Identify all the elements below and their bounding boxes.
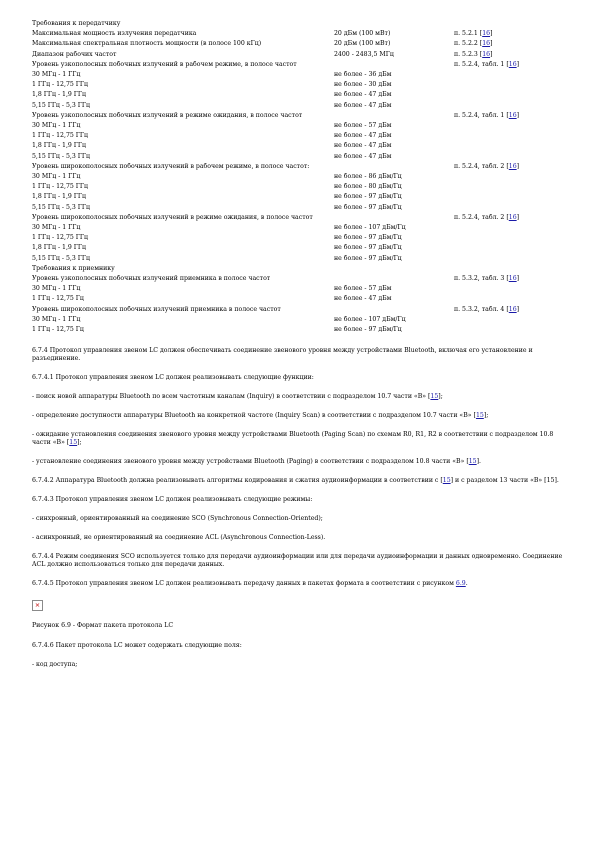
param-cell: 1,8 ГГц - 1,9 ГГц	[32, 142, 86, 150]
reference-cell	[454, 306, 572, 316]
reference-text: п. 5.3.2, табл. 4 [	[454, 305, 509, 313]
reference-link[interactable]: 16	[508, 162, 517, 170]
reference-link[interactable]: 16	[482, 40, 491, 48]
value-cell: 20 дБм (100 мВт)	[334, 40, 391, 48]
value-cell	[334, 20, 454, 30]
param-cell: Максимальная мощность излучения передатчика	[32, 30, 197, 38]
table-row	[32, 163, 572, 173]
value-cell: не более - 47 дБм	[334, 152, 392, 160]
reference-bracket: ]	[516, 275, 520, 283]
table-row	[32, 204, 572, 214]
reference-link[interactable]: 15	[475, 411, 484, 419]
reference-cell	[454, 224, 572, 234]
table-row	[32, 316, 572, 326]
param-cell: 1 ГГц - 12,75 ГГц	[32, 234, 88, 242]
reference-link[interactable]: 16	[508, 60, 517, 68]
param-cell: 1,8 ГГц - 1,9 ГГц	[32, 91, 86, 99]
value-cell: не более - 30 дБм	[334, 81, 392, 89]
table-row	[32, 234, 572, 244]
table-row	[32, 132, 572, 142]
reference-link[interactable]: 16	[508, 305, 517, 313]
paragraph-text: - определение доступности аппаратуры Bluetooth на конкретной частоте (Inquiry Scan) в соответствии с подразделом 10.7 части «B» [	[32, 411, 476, 419]
reference-bracket: ]	[516, 162, 520, 170]
reference-link[interactable]: 15	[468, 458, 477, 466]
table-row	[32, 51, 572, 61]
table-row	[32, 275, 572, 285]
paragraph	[32, 496, 572, 504]
table-row	[32, 255, 572, 265]
reference-cell	[454, 142, 572, 152]
reference-text: п. 5.2.4, табл. 1 [	[454, 111, 509, 119]
value-cell	[334, 265, 454, 275]
table-row	[32, 224, 572, 234]
reference-text: п. 5.2.4, табл. 2 [	[454, 162, 509, 170]
value-cell: не более - 97 дБм/Гц	[334, 244, 402, 252]
param-cell: Диапазон рабочих частот	[32, 50, 117, 58]
param-cell: 5,15 ГГц - 5,3 ГГц	[32, 101, 90, 109]
table-row	[32, 295, 572, 305]
table-row	[32, 173, 572, 183]
reference-link[interactable]: 16	[482, 50, 491, 58]
paragraph	[32, 515, 572, 523]
reference-cell	[454, 40, 572, 50]
param-cell: Уровень широкополосных побочных излучений в режиме ожидания, в полосе частот	[32, 213, 313, 221]
table-row	[32, 102, 572, 112]
paragraph	[32, 393, 572, 401]
reference-bracket: ]	[490, 40, 493, 48]
value-cell: не более - 107 дБм/Гц	[334, 315, 406, 323]
reference-cell	[454, 81, 572, 91]
param-cell: 1 ГГц - 12,75 Гц	[32, 326, 84, 334]
table-row	[32, 122, 572, 132]
reference-link[interactable]: 16	[508, 275, 517, 283]
document-text	[32, 347, 572, 589]
value-cell: не более - 80 дБм/Гц	[334, 183, 402, 191]
value-cell: не более - 97 дБм/Гц	[334, 326, 402, 334]
value-cell: не более - 57 дБм	[334, 285, 392, 293]
value-cell: 2400 - 2483,5 МГц	[334, 50, 394, 58]
paragraph	[32, 412, 572, 420]
value-cell: не более - 47 дБм	[334, 132, 392, 140]
param-cell: 1 ГГц - 12,75 ГГц	[32, 132, 88, 140]
paragraph-text-end: .	[465, 579, 468, 587]
paragraph-text: 6.7.4.2 Аппаратура Bluetooth должна реализовывать алгоритмы кодирования и сжатия аудиоинформации в соответствии с [	[32, 477, 443, 485]
value-cell	[334, 214, 454, 224]
reference-cell	[454, 193, 572, 203]
paragraph-text-end: ];	[483, 411, 489, 419]
reference-cell	[454, 71, 572, 81]
table-row	[32, 142, 572, 152]
reference-cell	[454, 244, 572, 254]
table-row	[32, 71, 572, 81]
paragraph-text: 6.7.4.4 Режим соединения SCO используется только для передачи аудиоинформации или для передачи аудиоинформации и данных одновременно. Соединение ACL должно использоваться только для передачи данных.	[32, 552, 563, 569]
reference-text: п. 5.2.3 [	[454, 50, 483, 58]
param-cell: 5,15 ГГц - 5,3 ГГц	[32, 152, 90, 160]
reference-cell	[454, 234, 572, 244]
paragraph	[32, 431, 572, 448]
table-row	[32, 326, 572, 336]
reference-cell	[454, 51, 572, 61]
reference-cell	[454, 295, 572, 305]
value-cell: не более - 97 дБм/Гц	[334, 203, 402, 211]
param-cell: 1,8 ГГц - 1,9 ГГц	[32, 244, 86, 252]
param-cell: Уровень узкополосных побочных излучений приемника в полосе частот	[32, 275, 271, 283]
param-cell: 1,8 ГГц - 1,9 ГГц	[32, 193, 86, 201]
param-cell: 30 МГц - 1 ГГц	[32, 315, 81, 323]
paragraph	[32, 374, 572, 382]
value-cell	[334, 61, 454, 71]
value-cell: не более - 47 дБм	[334, 295, 392, 303]
paragraph	[32, 534, 572, 542]
figure-6-9	[32, 600, 572, 611]
value-cell: не более - 47 дБм	[334, 91, 392, 99]
reference-link[interactable]: 16	[508, 111, 517, 119]
reference-text: п. 5.2.4, табл. 1 [	[454, 60, 509, 68]
value-cell: не более - 97 дБм/Гц	[334, 193, 402, 201]
reference-link[interactable]: 15	[69, 439, 78, 447]
value-cell: не более - 107 дБм/Гц	[334, 224, 406, 232]
table-row	[32, 112, 572, 122]
reference-cell	[454, 132, 572, 142]
reference-cell	[454, 214, 572, 224]
reference-cell	[454, 255, 572, 265]
paragraph-text: - синхронный, ориентированный на соединение SCO (Synchronous Connection-Oriented);	[32, 514, 323, 522]
reference-cell	[454, 183, 572, 193]
param-cell: 30 МГц - 1 ГГц	[32, 71, 81, 79]
table-row	[32, 91, 572, 101]
paragraph-text: - асинхронный, не ориентированный на соединение ACL (Asynchronous Connection-Less).	[32, 533, 326, 541]
value-cell	[334, 306, 454, 316]
table-row	[32, 285, 572, 295]
reference-cell	[454, 326, 572, 336]
value-cell: не более - 97 дБм/Гц	[334, 234, 402, 242]
paragraph	[32, 458, 572, 466]
reference-cell	[454, 275, 572, 285]
param-cell: 5,15 ГГц - 5,3 ГГц	[32, 203, 90, 211]
reference-cell	[454, 30, 572, 40]
requirements-table-body	[32, 20, 572, 336]
value-cell	[334, 112, 454, 122]
table-row	[32, 244, 572, 254]
value-cell: 20 дБм (100 мВт)	[334, 30, 391, 38]
table-row	[32, 40, 572, 50]
reference-cell	[454, 61, 572, 71]
reference-link[interactable]: 15	[430, 393, 439, 401]
param-cell: 1 ГГц - 12,75 ГГц	[32, 81, 88, 89]
paragraph-text-end: ].	[476, 458, 482, 466]
paragraph: - код доступа;	[32, 660, 78, 668]
table-row	[32, 214, 572, 224]
reference-cell	[454, 20, 572, 30]
paragraph-text: 6.7.4.3 Протокол управления звеном LC должен реализовывать следующие режимы:	[32, 495, 313, 503]
requirements-table	[32, 20, 572, 336]
param-cell: 1 ГГц - 12,75 ГГц	[32, 183, 88, 191]
paragraph-text: 6.7.4 Протокол управления звеном LC должен обеспечивать соединение звенового уровня между устройствами Bluetooth, включая его установление и разъединение.	[32, 346, 533, 363]
param-cell: 30 МГц - 1 ГГц	[32, 224, 81, 232]
param-cell: 5,15 ГГц - 5,3 ГГц	[32, 254, 90, 262]
value-cell: не более - 86 дБм/Гц	[334, 173, 402, 181]
table-row	[32, 265, 572, 275]
param-cell: 30 МГц - 1 ГГц	[32, 173, 81, 181]
value-cell	[334, 275, 454, 285]
paragraph-text-end: ];	[438, 393, 443, 401]
table-row	[32, 306, 572, 316]
paragraph	[32, 553, 572, 570]
reference-cell	[454, 316, 572, 326]
paragraph-text: - ожидание установления соединения звенового уровня между устройствами Bluetooth (Paging Scan) по схемам R0, R1, R2 в соответствии с подразделом 10.8 части «B» [	[32, 430, 554, 447]
table-row	[32, 20, 572, 30]
reference-bracket: ]	[516, 60, 520, 68]
value-cell: не более - 36 дБм	[334, 71, 392, 79]
paragraph-text-end: ] и с разделом 13 части «B» [15].	[450, 477, 559, 485]
reference-bracket: ]	[516, 305, 520, 313]
broken-image-icon: ×	[32, 600, 43, 611]
reference-cell	[454, 265, 572, 275]
document-page	[32, 20, 572, 669]
reference-text: п. 5.3.2, табл. 3 [	[454, 275, 509, 283]
value-cell	[334, 163, 454, 173]
reference-cell	[454, 173, 572, 183]
reference-link[interactable]: 15	[442, 477, 451, 485]
reference-bracket: ]	[516, 111, 520, 119]
reference-link[interactable]: 16	[508, 213, 517, 221]
reference-bracket: ]	[490, 30, 493, 38]
param-cell: Уровень узкополосных побочных излучений в рабочем режиме, в полосе частот	[32, 60, 297, 68]
table-row	[32, 193, 572, 203]
paragraph-text: - установление соединения звенового уровня между устройствами Bluetooth (Paging) в соответствии с подразделом 10.8 части «B» [	[32, 458, 469, 466]
param-cell: Уровень широкополосных побочных излучений приемника в полосе частот	[32, 305, 281, 313]
reference-cell	[454, 153, 572, 163]
reference-link[interactable]: 6.9	[455, 579, 466, 587]
paragraph	[32, 347, 572, 364]
paragraph: 6.7.4.6 Пакет протокола LC может содержать следующие поля:	[32, 641, 242, 649]
reference-cell	[454, 285, 572, 295]
param-cell: 30 МГц - 1 ГГц	[32, 122, 81, 130]
paragraph-text: 6.7.4.1 Протокол управления звеном LC должен реализовывать следующие функции:	[32, 374, 314, 382]
paragraph-text: 6.7.4.5 Протокол управления звеном LC должен реализовывать передачу данных в пакетах формата в соответствии с рисунком	[32, 579, 456, 587]
table-row	[32, 81, 572, 91]
reference-bracket: ]	[490, 50, 493, 58]
reference-text: п. 5.2.1 [	[454, 30, 483, 38]
table-row	[32, 30, 572, 40]
table-row	[32, 183, 572, 193]
reference-text: п. 5.2.2 [	[454, 40, 483, 48]
reference-text: п. 5.2.4, табл. 2 [	[454, 213, 509, 221]
reference-cell	[454, 122, 572, 132]
reference-cell	[454, 102, 572, 112]
paragraph-text: - поиск новой аппаратуры Bluetooth по всем частотным каналам (Inquiry) в соответствии с подразделом 10.7 части «B» [	[32, 393, 431, 401]
reference-bracket: ]	[516, 213, 520, 221]
reference-cell	[454, 204, 572, 214]
paragraph	[32, 580, 572, 588]
document-text-tail	[32, 642, 572, 669]
table-row	[32, 61, 572, 71]
figure-caption: Рисунок 6.9 - Формат пакета протокола LC	[32, 622, 174, 630]
param-cell: Требования к передатчику	[32, 20, 121, 27]
value-cell: не более - 57 дБм	[334, 122, 392, 130]
param-cell: 1 ГГц - 12,75 Гц	[32, 295, 84, 303]
reference-cell	[454, 163, 572, 173]
paragraph	[32, 477, 572, 485]
value-cell: не более - 47 дБм	[334, 142, 392, 150]
param-cell: Уровень широкополосных побочных излучений в рабочем режиме, в полосе частот:	[32, 162, 310, 170]
value-cell: не более - 97 дБм/Гц	[334, 254, 402, 262]
reference-link[interactable]: 16	[482, 30, 491, 38]
param-cell: 30 МГц - 1 ГГц	[32, 285, 81, 293]
param-cell: Требования к приемнику	[32, 264, 115, 272]
paragraph-text-end: ];	[77, 439, 82, 447]
reference-cell	[454, 91, 572, 101]
table-row	[32, 153, 572, 163]
param-cell: Уровень узкополосных побочных излучений в режиме ожидания, в полосе частот	[32, 111, 303, 119]
param-cell: Максимальная спектральная плотность мощности (в полосе 100 кГц)	[32, 40, 262, 48]
reference-cell	[454, 112, 572, 122]
value-cell: не более - 47 дБм	[334, 101, 392, 109]
